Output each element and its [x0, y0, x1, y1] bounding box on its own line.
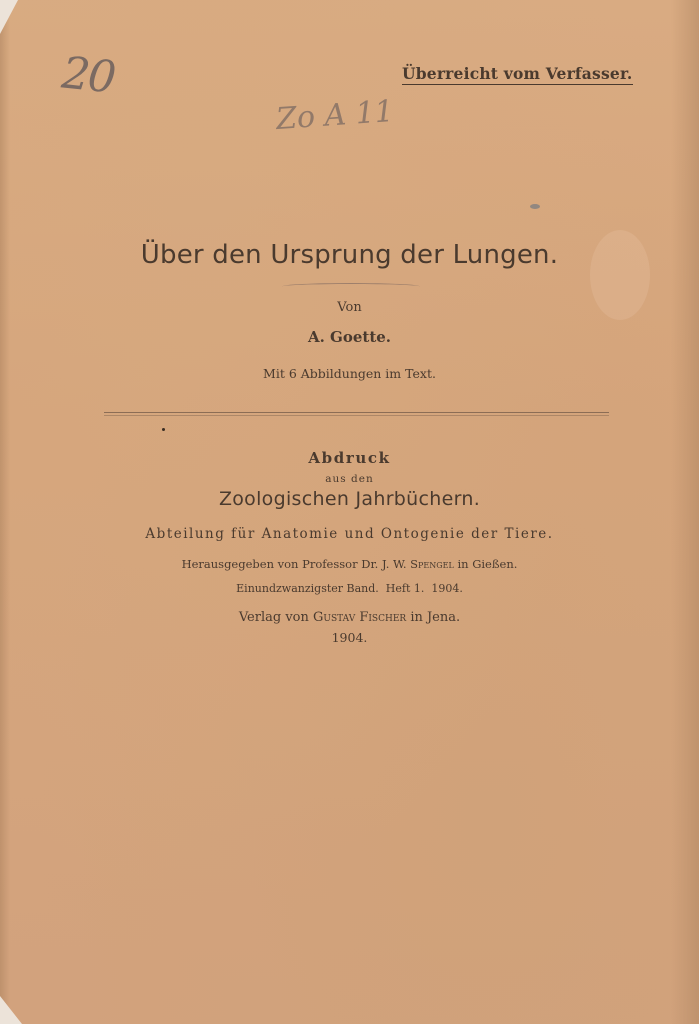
stain-spot — [530, 204, 540, 209]
pencil-underline — [282, 283, 420, 290]
divider-rule-thin — [104, 415, 609, 416]
publisher-suffix: in Jena. — [410, 610, 461, 625]
reprint-heading: Abdruck — [308, 449, 391, 467]
publisher-line — [0, 610, 699, 625]
byline-von: Von — [337, 300, 362, 315]
page-left-shadow — [0, 0, 10, 1024]
publisher-prefix: Verlag von — [238, 610, 309, 625]
article-title: Über den Ursprung der Lungen. — [140, 240, 559, 270]
handwritten-shelfmark: Zo A 11 — [274, 93, 395, 138]
journal-section: Abteilung für Anatomie und Ontogenie der Tiere. — [145, 526, 554, 542]
stain-spot — [162, 428, 165, 431]
publication-year: 1904. — [331, 630, 368, 645]
illustrations-note: Mit 6 Abbildungen im Text. — [263, 366, 436, 381]
editor-name: Spengel — [410, 557, 454, 571]
publisher-name: Gustav Fischer — [313, 610, 407, 625]
editor-suffix: in Gießen. — [457, 557, 518, 571]
handwritten-number: 20 — [59, 47, 117, 104]
torn-corner-bottom-left — [0, 996, 22, 1024]
editor-line — [0, 557, 699, 571]
page-right-shadow — [671, 0, 699, 1024]
volume-line: Einundzwanzigster Band. Heft 1. 1904. — [236, 582, 463, 595]
author-presentation-stamp: Überreicht vom Verfasser. — [402, 64, 633, 83]
editor-prefix: Herausgegeben von Professor Dr. J. W. — [181, 557, 407, 571]
divider-rule — [104, 412, 609, 413]
journal-name: Zoologischen Jahrbüchern. — [218, 488, 481, 510]
torn-corner-top-left — [0, 0, 18, 34]
reprint-aus-den: aus den — [325, 473, 374, 485]
author-name: A. Goette. — [307, 328, 392, 346]
